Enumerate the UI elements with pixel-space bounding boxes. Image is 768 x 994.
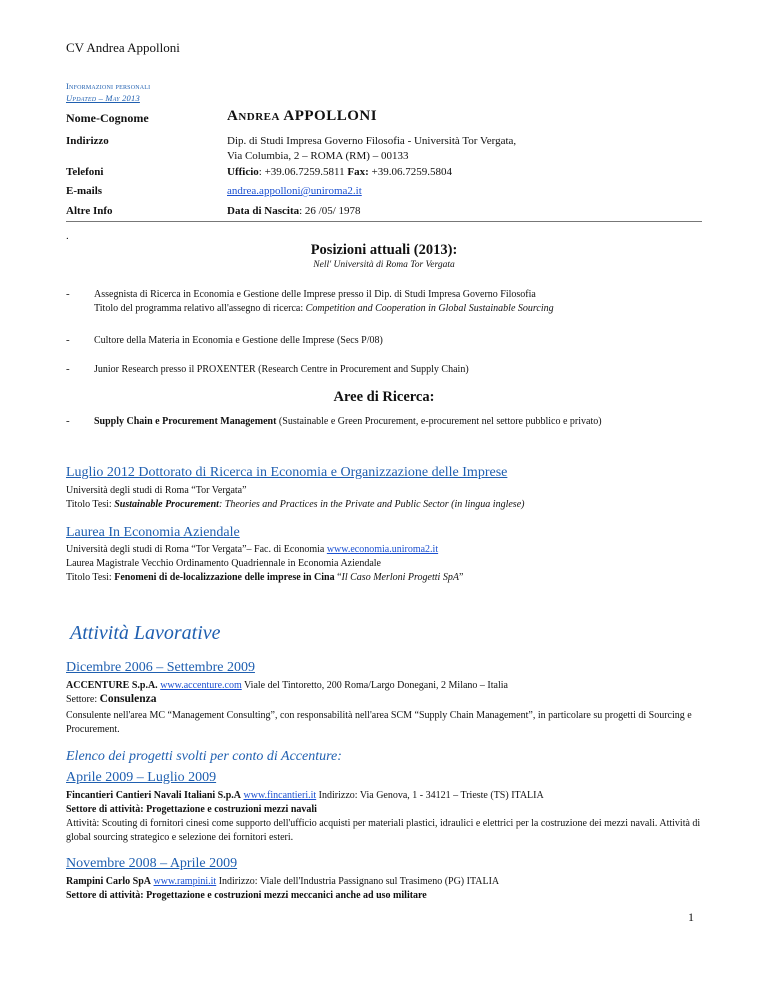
project-1-company: Fincantieri Cantieri Navali Italiani S.p.A — [66, 790, 241, 801]
project-1-address: Indirizzo: Via Genova, 1 - 34121 – Trieste (TS) ITALIA — [316, 790, 544, 801]
name-label: Nome-Cognome — [66, 111, 149, 125]
research-title: Aree di Ricerca: — [333, 389, 435, 405]
bullet-dash: - — [66, 415, 70, 427]
projects-title: Elenco dei progetti svolti per conto di Accenture: — [66, 749, 342, 764]
sector-label: Settore: — [66, 694, 100, 705]
other-info-label: Altre Info — [66, 205, 113, 217]
personal-info-label — [66, 80, 150, 104]
rampini-link[interactable]: www.rampini.it — [153, 876, 217, 887]
address-label: Indirizzo — [66, 135, 109, 147]
project-1-period: Aprile 2009 – Luglio 2009 — [66, 770, 217, 785]
thesis-title: : Theories and Practices in the Private and Public Sector (in lingua inglese) — [218, 499, 525, 510]
section-label: Informazioni personali — [66, 81, 151, 91]
laurea-thesis-bold: Fenomeni di de-localizzazione delle imprese in Cina — [114, 572, 335, 583]
birth-date-label: Data di Nascita — [227, 205, 300, 217]
accenture-link[interactable]: www.accenture.com — [160, 680, 242, 691]
email-link-wrap — [227, 184, 362, 199]
laurea-thesis-label: Titolo Tesi: — [66, 572, 115, 583]
email-link[interactable]: andrea.appolloni@uniroma2.it — [227, 185, 362, 197]
accenture-sector — [66, 693, 156, 707]
office-number: : +39.06.7259.5811 — [258, 166, 348, 178]
divider — [66, 221, 702, 222]
fax-number: +39.06.7259.5804 — [368, 166, 452, 178]
positions-title: Posizioni attuali (2013): — [310, 242, 458, 258]
position-item-3: Junior Research presso il PROXENTER (Research Centre in Procurement and Supply Chain) — [94, 364, 469, 375]
phones-value — [227, 165, 452, 180]
thesis-label: Titolo Tesi: — [66, 499, 115, 510]
accenture-desc: Consulente nell'area MC “Management Consulting”, con responsabilità nell'area SCM “Supply Chain Management”, in particolare su progetti di Sourcing e Procurement. — [66, 710, 692, 735]
project-1-company-line — [66, 789, 544, 803]
position-item-1-line1: Assegnista di Ricerca in Economia e Gestione delle Imprese presso il Dip. di Studi Impresa Governo Filosofia — [94, 289, 536, 300]
dot-mark: . — [66, 230, 69, 242]
address-value — [227, 134, 516, 164]
positions-subtitle: Nell' Università di Roma Tor Vergata — [313, 260, 455, 270]
project-2-company-line — [66, 875, 499, 889]
project-2-sector: Settore di attività: Progettazione e costruzioni mezzi meccanici anche ad uso militare — [66, 890, 427, 901]
position-item-2: Cultore della Materia in Economia e Gestione delle Imprese (Secs P/08) — [94, 335, 383, 346]
accenture-name: ACCENTURE S.p.A. — [66, 680, 158, 691]
updated-label: Updated – May 2013 — [66, 93, 140, 103]
quote-open: “ — [334, 572, 342, 583]
phd-title: Luglio 2012 Dottorato di Ricerca in Economia e Organizzazione delle Imprese — [66, 465, 508, 480]
birth-date-value: : 26 /05/ 1978 — [299, 205, 361, 217]
sector-value: Consulenza — [99, 693, 157, 705]
bullet-dash: - — [66, 288, 70, 300]
accenture-address: Viale del Tintoretto, 200 Roma/Largo Donegani, 2 Milano – Italia — [241, 680, 508, 691]
laurea-thesis-case: Il Caso Merloni Progetti SpA — [341, 572, 459, 583]
accenture-company-line — [66, 679, 508, 693]
address-line-2: Via Columbia, 2 – ROMA (RM) – 00133 — [227, 150, 409, 162]
laurea-line-2: Laurea Magistrale Vecchio Ordinamento Quadriennale in Economia Aziendale — [66, 558, 381, 569]
work-title: Attività Lavorative — [70, 622, 221, 644]
project-2-period: Novembre 2008 – Aprile 2009 — [66, 856, 238, 871]
program-title: Competition and Cooperation in Global Sustainable Sourcing — [305, 303, 554, 314]
project-1-sector: Settore di attività: Progettazione e costruzioni mezzi navali — [66, 804, 317, 815]
position-item-1-line2 — [94, 302, 704, 316]
project-1-desc: Attività: Scouting di fornitori cinesi come supporto dell'ufficio acquisti per materiali plastici, idraulici e elettrici per la costruzione dei mezzi navali. Attività di global sourcing strategico e selezione dei fornitori esteri. — [66, 818, 701, 843]
phd-line-1: Università degli studi di Roma “Tor Vergata” — [66, 485, 247, 496]
fax-label: Fax: — [347, 166, 369, 178]
thesis-bold: Sustainable Procurement — [114, 499, 219, 510]
page-header: CV Andrea Appolloni — [66, 40, 180, 55]
laurea-title: Laurea In Economia Aziendale — [66, 525, 240, 540]
program-label: Titolo del programma relativo all'assegno di ricerca: — [94, 303, 306, 314]
economia-link[interactable]: www.economia.uniroma2.it — [326, 544, 439, 555]
accenture-period: Dicembre 2006 – Settembre 2009 — [66, 660, 255, 675]
birth-date — [227, 204, 361, 219]
page-number: 1 — [688, 910, 694, 924]
emails-label: E-mails — [66, 185, 103, 197]
research-item-rest: (Sustainable e Green Procurement, e-procurement nel settore pubblico e privato) — [276, 416, 602, 427]
bullet-dash: - — [66, 334, 70, 346]
project-2-company: Rampini Carlo SpA — [66, 876, 152, 887]
quote-close: ” — [458, 572, 464, 583]
position-item-1 — [94, 288, 704, 316]
research-item-bold: Supply Chain e Procurement Management — [94, 416, 277, 427]
laurea-university: Università degli studi di Roma “Tor Vergata”– Fac. di Economia — [66, 544, 327, 555]
office-label: Ufficio — [227, 166, 259, 178]
laurea-line-3 — [66, 571, 463, 585]
phd-line-2 — [66, 498, 524, 512]
phones-label: Telefoni — [66, 166, 104, 178]
address-line-1: Dip. di Studi Impresa Governo Filosofia - Università Tor Vergata, — [227, 135, 517, 147]
full-name: Andrea APPOLLONI — [227, 108, 378, 124]
laurea-line-1 — [66, 543, 438, 557]
project-2-address: Indirizzo: Viale dell'Industria Passignano sul Trasimeno (PG) ITALIA — [216, 876, 500, 887]
fincantieri-link[interactable]: www.fincantieri.it — [243, 790, 317, 801]
research-item — [94, 415, 704, 429]
bullet-dash: - — [66, 363, 70, 375]
